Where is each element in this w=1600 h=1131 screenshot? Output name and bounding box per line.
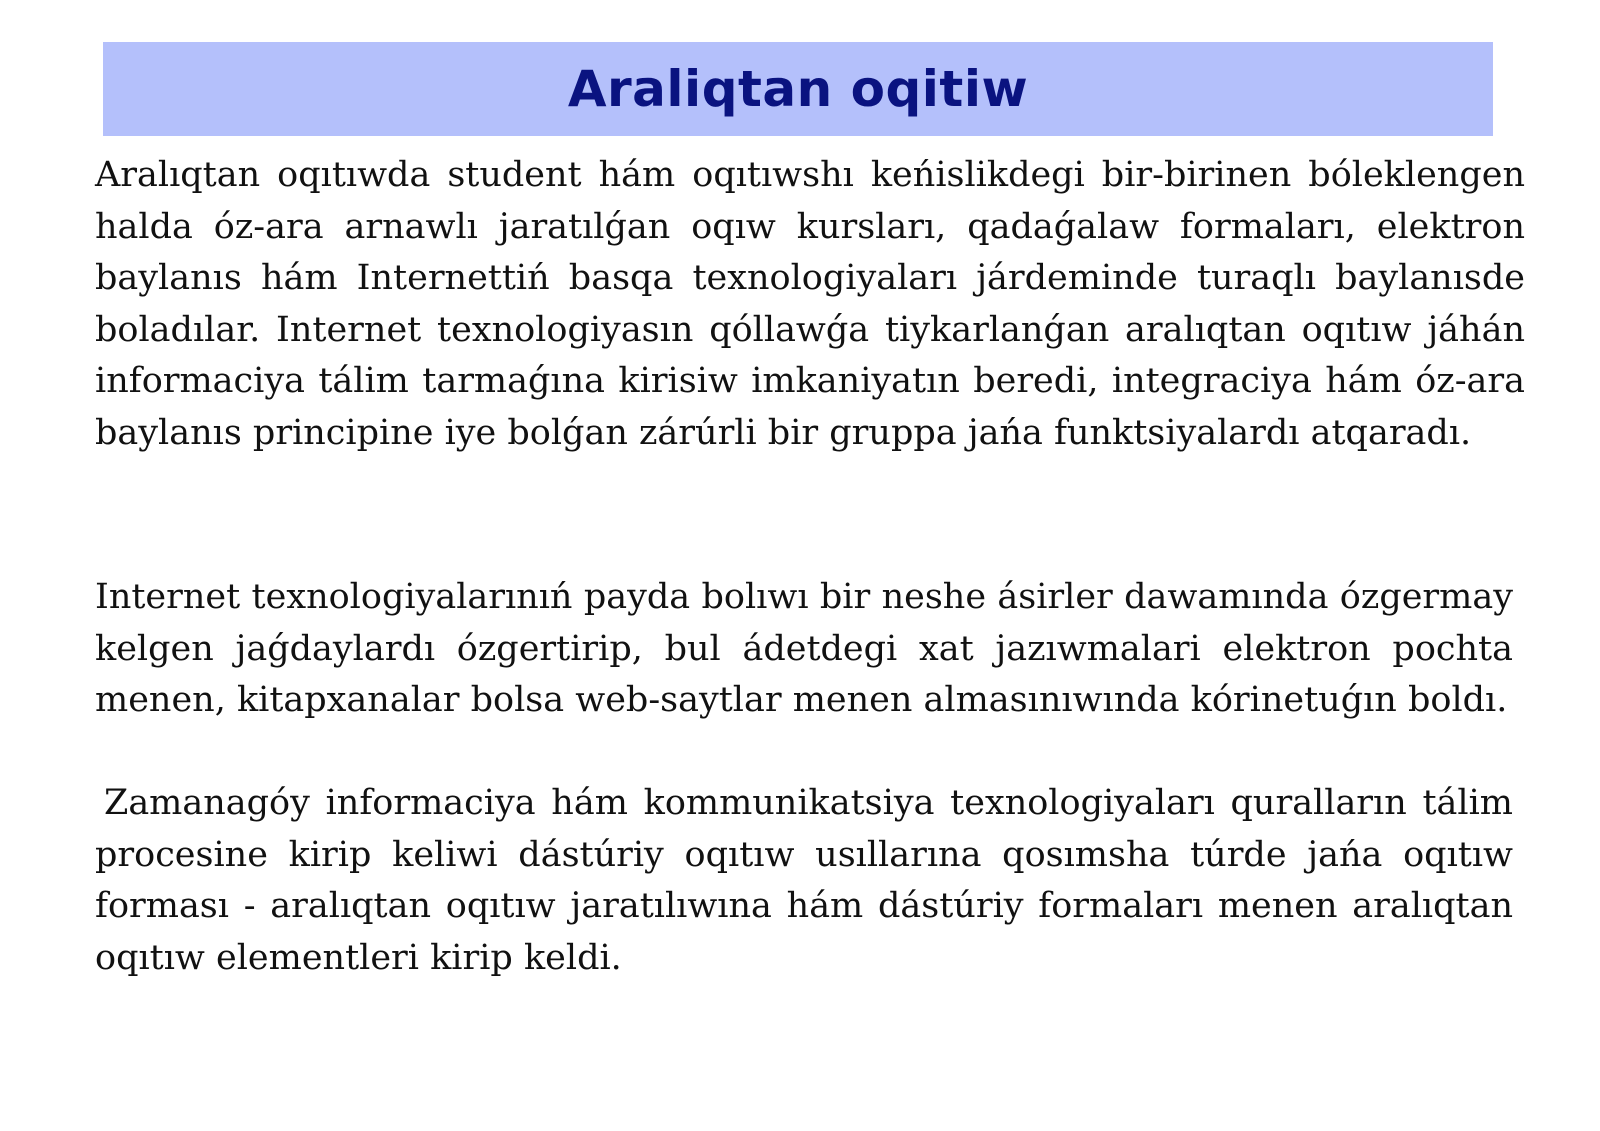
slide-title: Araliqtan oqitiw (567, 60, 1029, 118)
paragraph-1: Aralıqtan oqıtıwda student hám oqıtıwshı keńislikdegi bir-birinen bóleklengen halda óz-ara arnawlı jaratılǵan oqıw kursları, qadaǵalaw formaları, elektron baylanıs hám Internettiń basqa texnologiyaları járdeminde turaqlı baylanısde boladılar. Internet texnologiyasın qóllawǵa tiykarlanǵan aralıqtan oqıtıw jáhán informaciya tálim tarmaǵına kirisiw imkaniyatın beredi, integraciya hám óz-ara baylanıs principine iye bolǵan zárúrli bir gruppa jańa funktsiyalardı atqaradı. (95, 155, 1525, 453)
paragraph-2: Internet texnologiyalarınıń payda bolıwı bir neshe ásirler dawamında ózgermay kelgen jaǵdaylardı ózgertirip, bul ádetdegi xat jazıwmalari elektron pochta menen, kitapxanalar bolsa web-saytlar menen almasınıwında kórinetuǵın boldı. (95, 577, 1513, 720)
title-banner (103, 42, 1493, 136)
paragraph-3: Zamanagóy informaciya hám kommunikatsiya texnologiyaları quralların tálim procesine kirip keliwi dástúriy oqıtıw usıllarına qosımsha túrde jańa oqıtıw forması - aralıqtan oqıtıw jaratılıwına hám dástúriy formaları menen aralıqtan oqıtıw elementleri kirip keldi. (95, 783, 1513, 978)
